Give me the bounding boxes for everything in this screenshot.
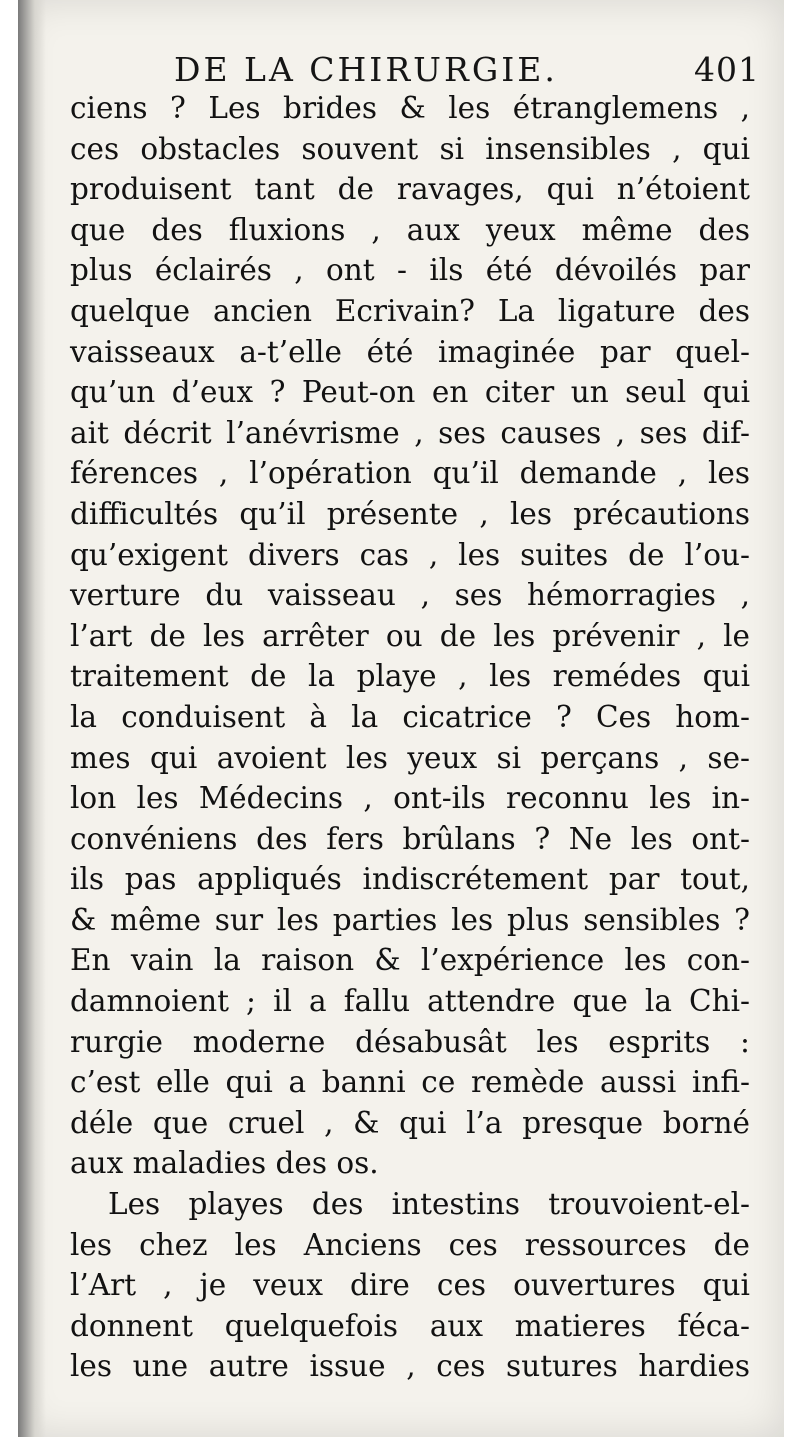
text-line: mes qui avoient les yeux si perçans , se- xyxy=(70,740,750,775)
text-line: verture du vaisseau , ses hémorragies , xyxy=(70,578,750,613)
text-line: les chez les Anciens ces ressources de xyxy=(70,1227,750,1262)
book-page xyxy=(18,0,784,1437)
text-line: damnoient ; il a fallu attendre que la Chi- xyxy=(70,984,750,1019)
paragraph-end-line: aux maladies des os. xyxy=(70,1146,379,1181)
text-line: rurgie moderne désabusât les esprits : xyxy=(70,1024,750,1059)
page-gutter-shadow xyxy=(18,0,46,1437)
text-line: quelque ancien Ecrivain? La ligature des xyxy=(70,293,750,328)
text-line: ils pas appliqués indiscrétement par tout, xyxy=(70,862,750,897)
text-line: En vain la raison & l’expérience les con- xyxy=(70,943,750,978)
text-line: c’est elle qui a banni ce remède aussi infi- xyxy=(70,1065,750,1100)
text-line: convéniens des fers brûlans ? Ne les ont- xyxy=(70,821,750,856)
text-line: traitement de la playe , les remédes qui xyxy=(70,659,750,694)
text-line: l’Art , je veux dire ces ouvertures qui xyxy=(70,1268,750,1303)
text-line: l’art de les arrêter ou de les prévenir , le xyxy=(70,618,750,653)
text-line: qu’exigent divers cas , les suites de l’ou- xyxy=(70,537,750,572)
text-line: que des fluxions , aux yeux même des xyxy=(70,212,750,247)
text-line: difficultés qu’il présente , les précautions xyxy=(70,496,750,531)
running-head-title: DE LA CHIRURGIE. xyxy=(174,50,558,89)
text-line: lon les Médecins , ont-ils reconnu les in- xyxy=(70,781,750,816)
text-line: la conduisent à la cicatrice ? Ces hom- xyxy=(70,699,750,734)
page-number: 401 xyxy=(694,50,760,89)
text-line: produisent tant de ravages, qui n’étoient xyxy=(70,172,750,207)
text-line: qu’un d’eux ? Peut-on en citer un seul qui xyxy=(70,375,750,410)
text-line: ces obstacles souvent si insensibles , qui xyxy=(70,131,750,166)
paragraph-start-line: Les playes des intestins trouvoient-el- xyxy=(108,1187,750,1222)
text-line: ait décrit l’anévrisme , ses causes , ses dif- xyxy=(70,415,750,450)
text-line: déle que cruel , & qui l’a presque borné xyxy=(70,1105,750,1140)
text-line: vaisseaux a-t’elle été imaginée par quel- xyxy=(70,334,750,369)
text-line: donnent quelquefois aux matieres féca- xyxy=(70,1308,750,1343)
text-line: ciens ? Les brides & les étranglemens , xyxy=(70,91,750,125)
text-line: & même sur les parties les plus sensibles ? xyxy=(70,902,750,937)
text-line: plus éclairés , ont - ils été dévoilés par xyxy=(70,253,750,288)
text-line: férences , l’opération qu’il demande , les xyxy=(70,456,750,491)
text-line: les une autre issue , ces sutures hardies xyxy=(70,1349,750,1384)
body-text xyxy=(70,88,750,1387)
